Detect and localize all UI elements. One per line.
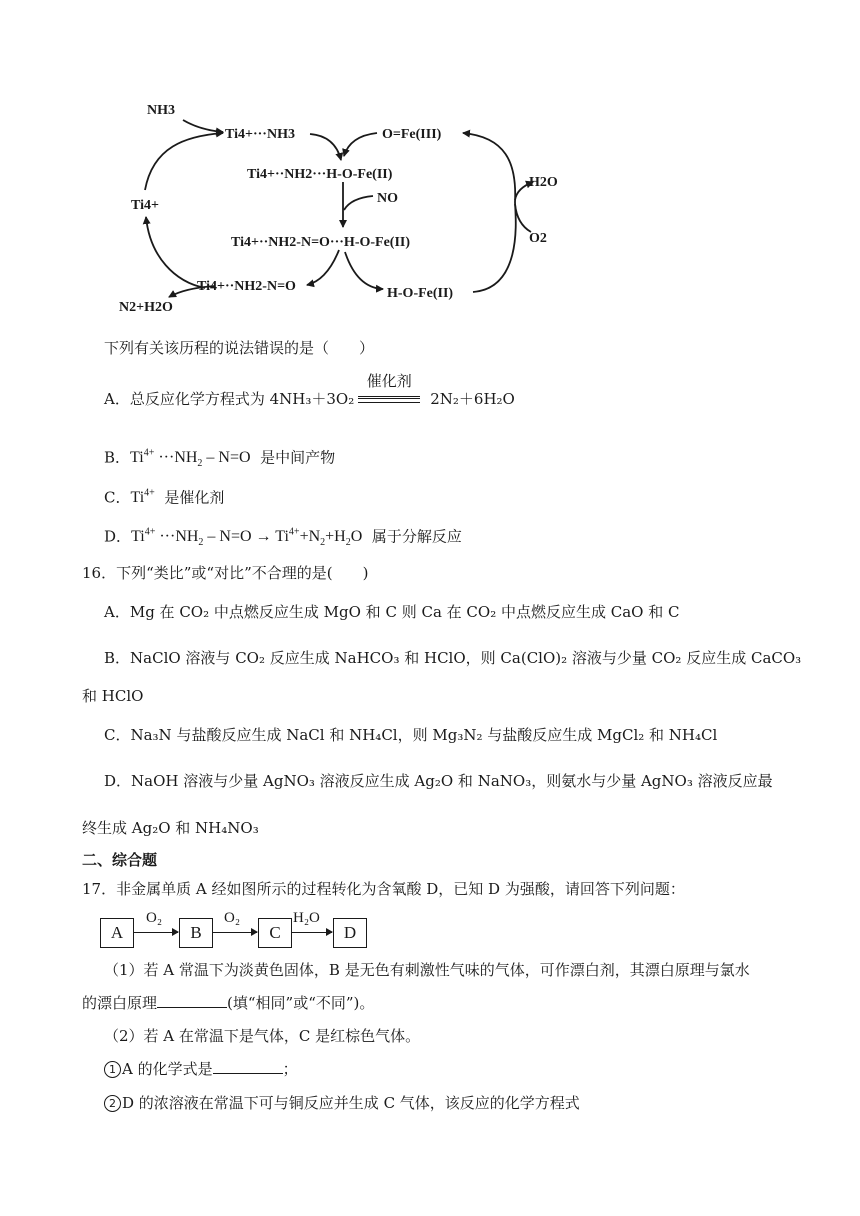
q17-part2-sub2 (104, 1093, 580, 1113)
species-o2: O2 (529, 231, 547, 246)
flow-arrow-2-label: O₂ (224, 910, 241, 926)
section-heading: 二、综合题 (82, 851, 158, 869)
flow-box-b: B (179, 918, 213, 948)
flow-box-d: D (333, 918, 367, 948)
q17-part1-line2-pre: 的漂白原理 (82, 994, 158, 1012)
catalyst-label: 催化剂 (366, 372, 412, 390)
catalyst-equals-sign (358, 372, 420, 410)
species-ti-nh2-no-ho: Ti4+··NH2-N=O···H-O-Fe(II) (231, 235, 411, 250)
q16-option-d-line1: D．NaOH 溶液与少量 AgNO₃ 溶液反应生成 Ag₂O 和 NaNO₃，则氨水与少量 AgNO₃ 溶液反应最 (104, 772, 773, 790)
q15-option-d-suffix: 属于分解反应 (371, 527, 462, 546)
formula-ti4: $Ti^{4+}$ (130, 488, 155, 507)
q15-option-c-letter: C． (104, 488, 131, 507)
species-nh3: NH3 (147, 103, 175, 118)
species-o-fe3: O=Fe(III) (382, 127, 442, 142)
formula-decomposition: $Ti^{4+} \cdot\cdot\cdot NH_2 - N=O \to Ti^{4+}+N_2+H_2O$ (131, 527, 363, 549)
q15-option-a-suffix: 2N₂＋6H₂O (430, 390, 515, 408)
q16-option-c: C．Na₃N 与盐酸反应生成 NaCl 和 NH₄Cl，则 Mg₃N₂ 与盐酸反应生成 MgCl₂ 和 NH₄Cl (104, 726, 718, 744)
q17-part2-sub1 (104, 1059, 298, 1079)
arrow-left-top (145, 133, 223, 190)
q17-part2-sub1-pre: A 的化学式是 (122, 1060, 213, 1078)
q17-stem: 17．非金属单质 A 经如图所示的过程转化为含氧酸 D，已知 D 为强酸，请回答下列问题： (82, 880, 685, 898)
q15-option-a (104, 372, 515, 410)
arrow-nh3-in (183, 120, 223, 132)
formula-ti-nh2-no: $Ti^{4+} \cdot\cdot\cdot NH_2 - N=O$ (130, 448, 251, 470)
species-ti-nh3: Ti4+···NH3 (225, 127, 295, 142)
species-ti-nh2-ho: Ti4+··NH2···H-O-Fe(II) (247, 167, 393, 182)
q16-option-b-line2: 和 HClO (82, 687, 144, 705)
q15-option-b-letter: B． (104, 448, 131, 467)
circled-number-1: 1 (104, 1061, 121, 1078)
q17-part1-line2-post: (填“相同”或“不同”)。 (227, 994, 375, 1012)
q17-part1-line2 (82, 993, 374, 1013)
species-ti4: Ti4+ (131, 198, 159, 213)
answer-blank-1[interactable] (157, 993, 227, 1008)
species-n2-h2o: N2+H2O (119, 300, 173, 315)
arrow-right-cycle (463, 133, 516, 292)
q17-part2-sub1-post: ； (282, 1060, 298, 1078)
arrow-o2-in (515, 204, 531, 232)
arrow-left-bottom (146, 217, 205, 288)
species-ho-fe2: H-O-Fe(II) (387, 286, 454, 301)
q16-option-b-line1: B．NaClO 溶液与 CO₂ 反应生成 NaHCO₃ 和 HClO，则 Ca(ClO)₂ 溶液与少量 CO₂ 反应生成 CaCO₃ (104, 649, 802, 667)
q15-option-d-letter: D． (104, 527, 132, 546)
flow-arrow-1 (134, 932, 178, 933)
q15-option-c-suffix: 是催化剂 (164, 488, 225, 507)
q16-stem: 16．下列“类比”或“对比”不合理的是( ) (82, 564, 369, 582)
conversion-flow-diagram (100, 912, 370, 948)
q15-stem: 下列有关该历程的说法错误的是（ ） (104, 339, 375, 357)
flow-arrow-3-label: H₂O (293, 910, 320, 926)
reaction-mechanism-diagram (105, 92, 585, 322)
flow-arrow-2 (213, 932, 257, 933)
q17-part2-sub2-text: D 的浓溶液在常温下可与铜反应并生成 C 气体，该反应的化学方程式 (122, 1094, 580, 1112)
flow-box-c: C (258, 918, 292, 948)
arrow-center-3 (307, 250, 339, 285)
circled-number-2: 2 (104, 1095, 121, 1112)
flow-box-a: A (100, 918, 134, 948)
q17-part1-line1: （1）若 A 常温下为淡黄色固体，B 是无色有刺激性气味的气体，可作漂白剂，其漂白原理与氯水 (104, 961, 750, 979)
arrow-center-1 (310, 134, 341, 160)
q15-option-c (104, 484, 224, 508)
arrow-center-4 (345, 252, 383, 289)
q15-option-b-suffix: 是中间产物 (260, 448, 336, 467)
species-no: NO (377, 191, 398, 206)
arrow-ofe-in (344, 133, 377, 156)
q15-option-a-prefix: A．总反应化学方程式为 4NH₃＋3O₂ (104, 390, 355, 408)
arrow-no-in (344, 196, 373, 210)
q15-option-b (104, 444, 335, 475)
flow-arrow-1-label: O₂ (146, 910, 163, 926)
flow-arrow-3 (292, 932, 332, 933)
species-h2o: H2O (529, 175, 558, 190)
answer-blank-2[interactable] (213, 1059, 283, 1074)
q17-part2: （2）若 A 在常温下是气体，C 是红棕色气体。 (104, 1027, 421, 1045)
species-ti-nh2-no: Ti4+··NH2-N=O (197, 279, 296, 294)
q15-option-d (104, 523, 462, 554)
q16-option-a: A．Mg 在 CO₂ 中点燃反应生成 MgO 和 C 则 Ca 在 CO₂ 中点燃反应生成 CaO 和 C (104, 603, 680, 621)
q16-option-d-line2: 终生成 Ag₂O 和 NH₄NO₃ (82, 819, 259, 837)
